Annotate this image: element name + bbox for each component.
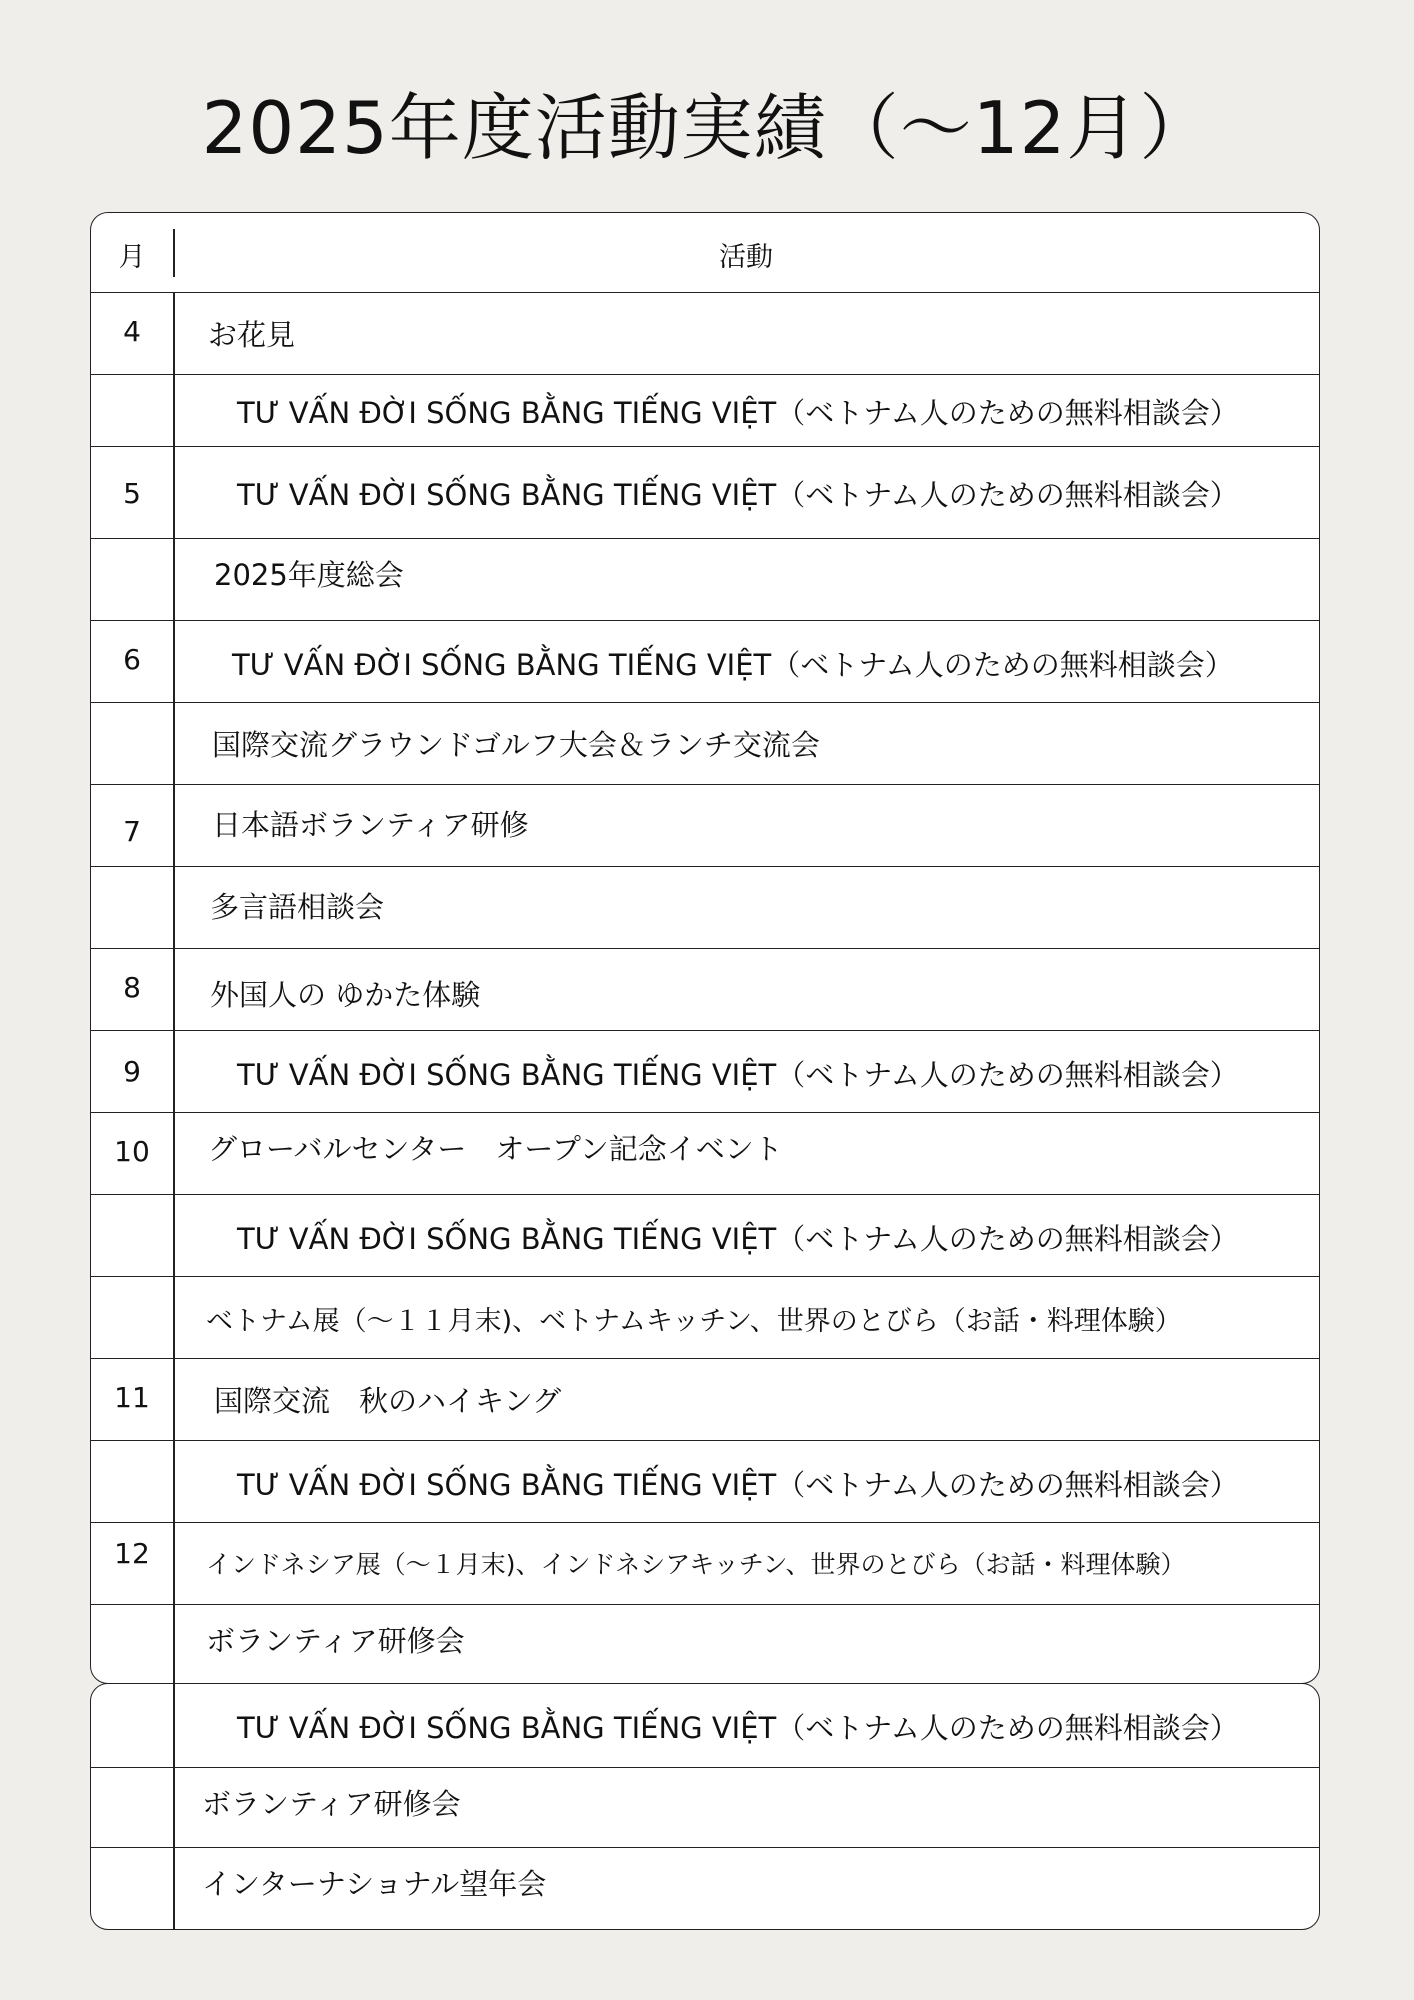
row-activity: ボランティア研修会 bbox=[206, 1624, 465, 1658]
row-month: 8 bbox=[123, 971, 141, 1004]
row-activity: TƯ VẤN ĐỜI SỐNG BẰNG TIẾNG VIỆT（ベトナム人のための無料相談会） bbox=[237, 1468, 1239, 1502]
row-month: 4 bbox=[123, 315, 141, 348]
row-activity: ベトナム展（～１１月末)、ベトナムキッチン、世界のとびら（お話・料理体験） bbox=[206, 1306, 1182, 1337]
row-month: 6 bbox=[123, 643, 141, 676]
row-activity: 日本語ボランティア研修 bbox=[212, 808, 529, 842]
row-activity: 国際交流 秋のハイキング bbox=[214, 1384, 562, 1418]
row-activity: 国際交流グラウンドゴルフ大会＆ランチ交流会 bbox=[212, 728, 820, 762]
page-title: 2025年度活動実績（～12月） bbox=[201, 86, 1213, 170]
row-activity: TƯ VẤN ĐỜI SỐNG BẰNG TIẾNG VIỆT（ベトナム人のための無料相談会） bbox=[237, 478, 1239, 512]
table-row bbox=[91, 447, 1319, 539]
header-activity: 活動 bbox=[719, 242, 773, 273]
table-row bbox=[91, 867, 1319, 949]
row-activity: ボランティア研修会 bbox=[202, 1787, 461, 1821]
table-row bbox=[91, 539, 1319, 621]
row-activity: インドネシア展（～１月末)、インドネシアキッチン、世界のとびら（お話・料理体験） bbox=[206, 1550, 1186, 1579]
table-row bbox=[91, 785, 1319, 867]
activity-table bbox=[90, 212, 1320, 1684]
row-month: 9 bbox=[123, 1055, 141, 1088]
row-activity: TƯ VẤN ĐỜI SỐNG BẰNG TIẾNG VIỆT（ベトナム人のための無料相談会） bbox=[232, 648, 1234, 682]
row-activity: TƯ VẤN ĐỜI SỐNG BẰNG TIẾNG VIỆT（ベトナム人のための無料相談会） bbox=[237, 1711, 1239, 1745]
activity-table-continued bbox=[90, 1683, 1320, 1930]
table-row bbox=[91, 375, 1319, 447]
table-row bbox=[91, 703, 1319, 785]
row-month: 10 bbox=[114, 1135, 150, 1168]
table-row bbox=[91, 621, 1319, 703]
table-row bbox=[91, 1359, 1319, 1441]
table-row bbox=[91, 1605, 1319, 1683]
table-row bbox=[91, 1768, 1319, 1848]
row-activity: インターナショナル望年会 bbox=[202, 1867, 547, 1901]
table-row bbox=[91, 1113, 1319, 1195]
table-row bbox=[91, 1848, 1319, 1929]
row-activity: 外国人の ゆかた体験 bbox=[210, 978, 481, 1012]
row-activity: TƯ VẤN ĐỜI SỐNG BẰNG TIẾNG VIỆT（ベトナム人のための無料相談会） bbox=[237, 396, 1239, 430]
table-row bbox=[91, 1195, 1319, 1277]
header-month: 月 bbox=[118, 242, 146, 273]
table-row bbox=[91, 1523, 1319, 1605]
table-row bbox=[91, 293, 1319, 375]
row-activity: TƯ VẤN ĐỜI SỐNG BẰNG TIẾNG VIỆT（ベトナム人のための無料相談会） bbox=[237, 1058, 1239, 1092]
row-activity: 多言語相談会 bbox=[210, 890, 385, 924]
table-row bbox=[91, 1277, 1319, 1359]
row-month: 7 bbox=[123, 815, 141, 848]
row-activity: お花見 bbox=[208, 318, 296, 352]
row-month: 11 bbox=[114, 1381, 150, 1414]
table-row bbox=[91, 949, 1319, 1031]
table-header bbox=[91, 213, 1319, 293]
row-activity: 2025年度総会 bbox=[214, 558, 404, 592]
table-row bbox=[91, 1441, 1319, 1523]
table-row bbox=[91, 1031, 1319, 1113]
row-month: 12 bbox=[114, 1537, 150, 1570]
row-month: 5 bbox=[123, 477, 141, 510]
row-activity: グローバルセンター オープン記念イベント bbox=[208, 1132, 783, 1166]
row-activity: TƯ VẤN ĐỜI SỐNG BẰNG TIẾNG VIỆT（ベトナム人のための無料相談会） bbox=[237, 1222, 1239, 1256]
table-row bbox=[91, 1684, 1319, 1768]
